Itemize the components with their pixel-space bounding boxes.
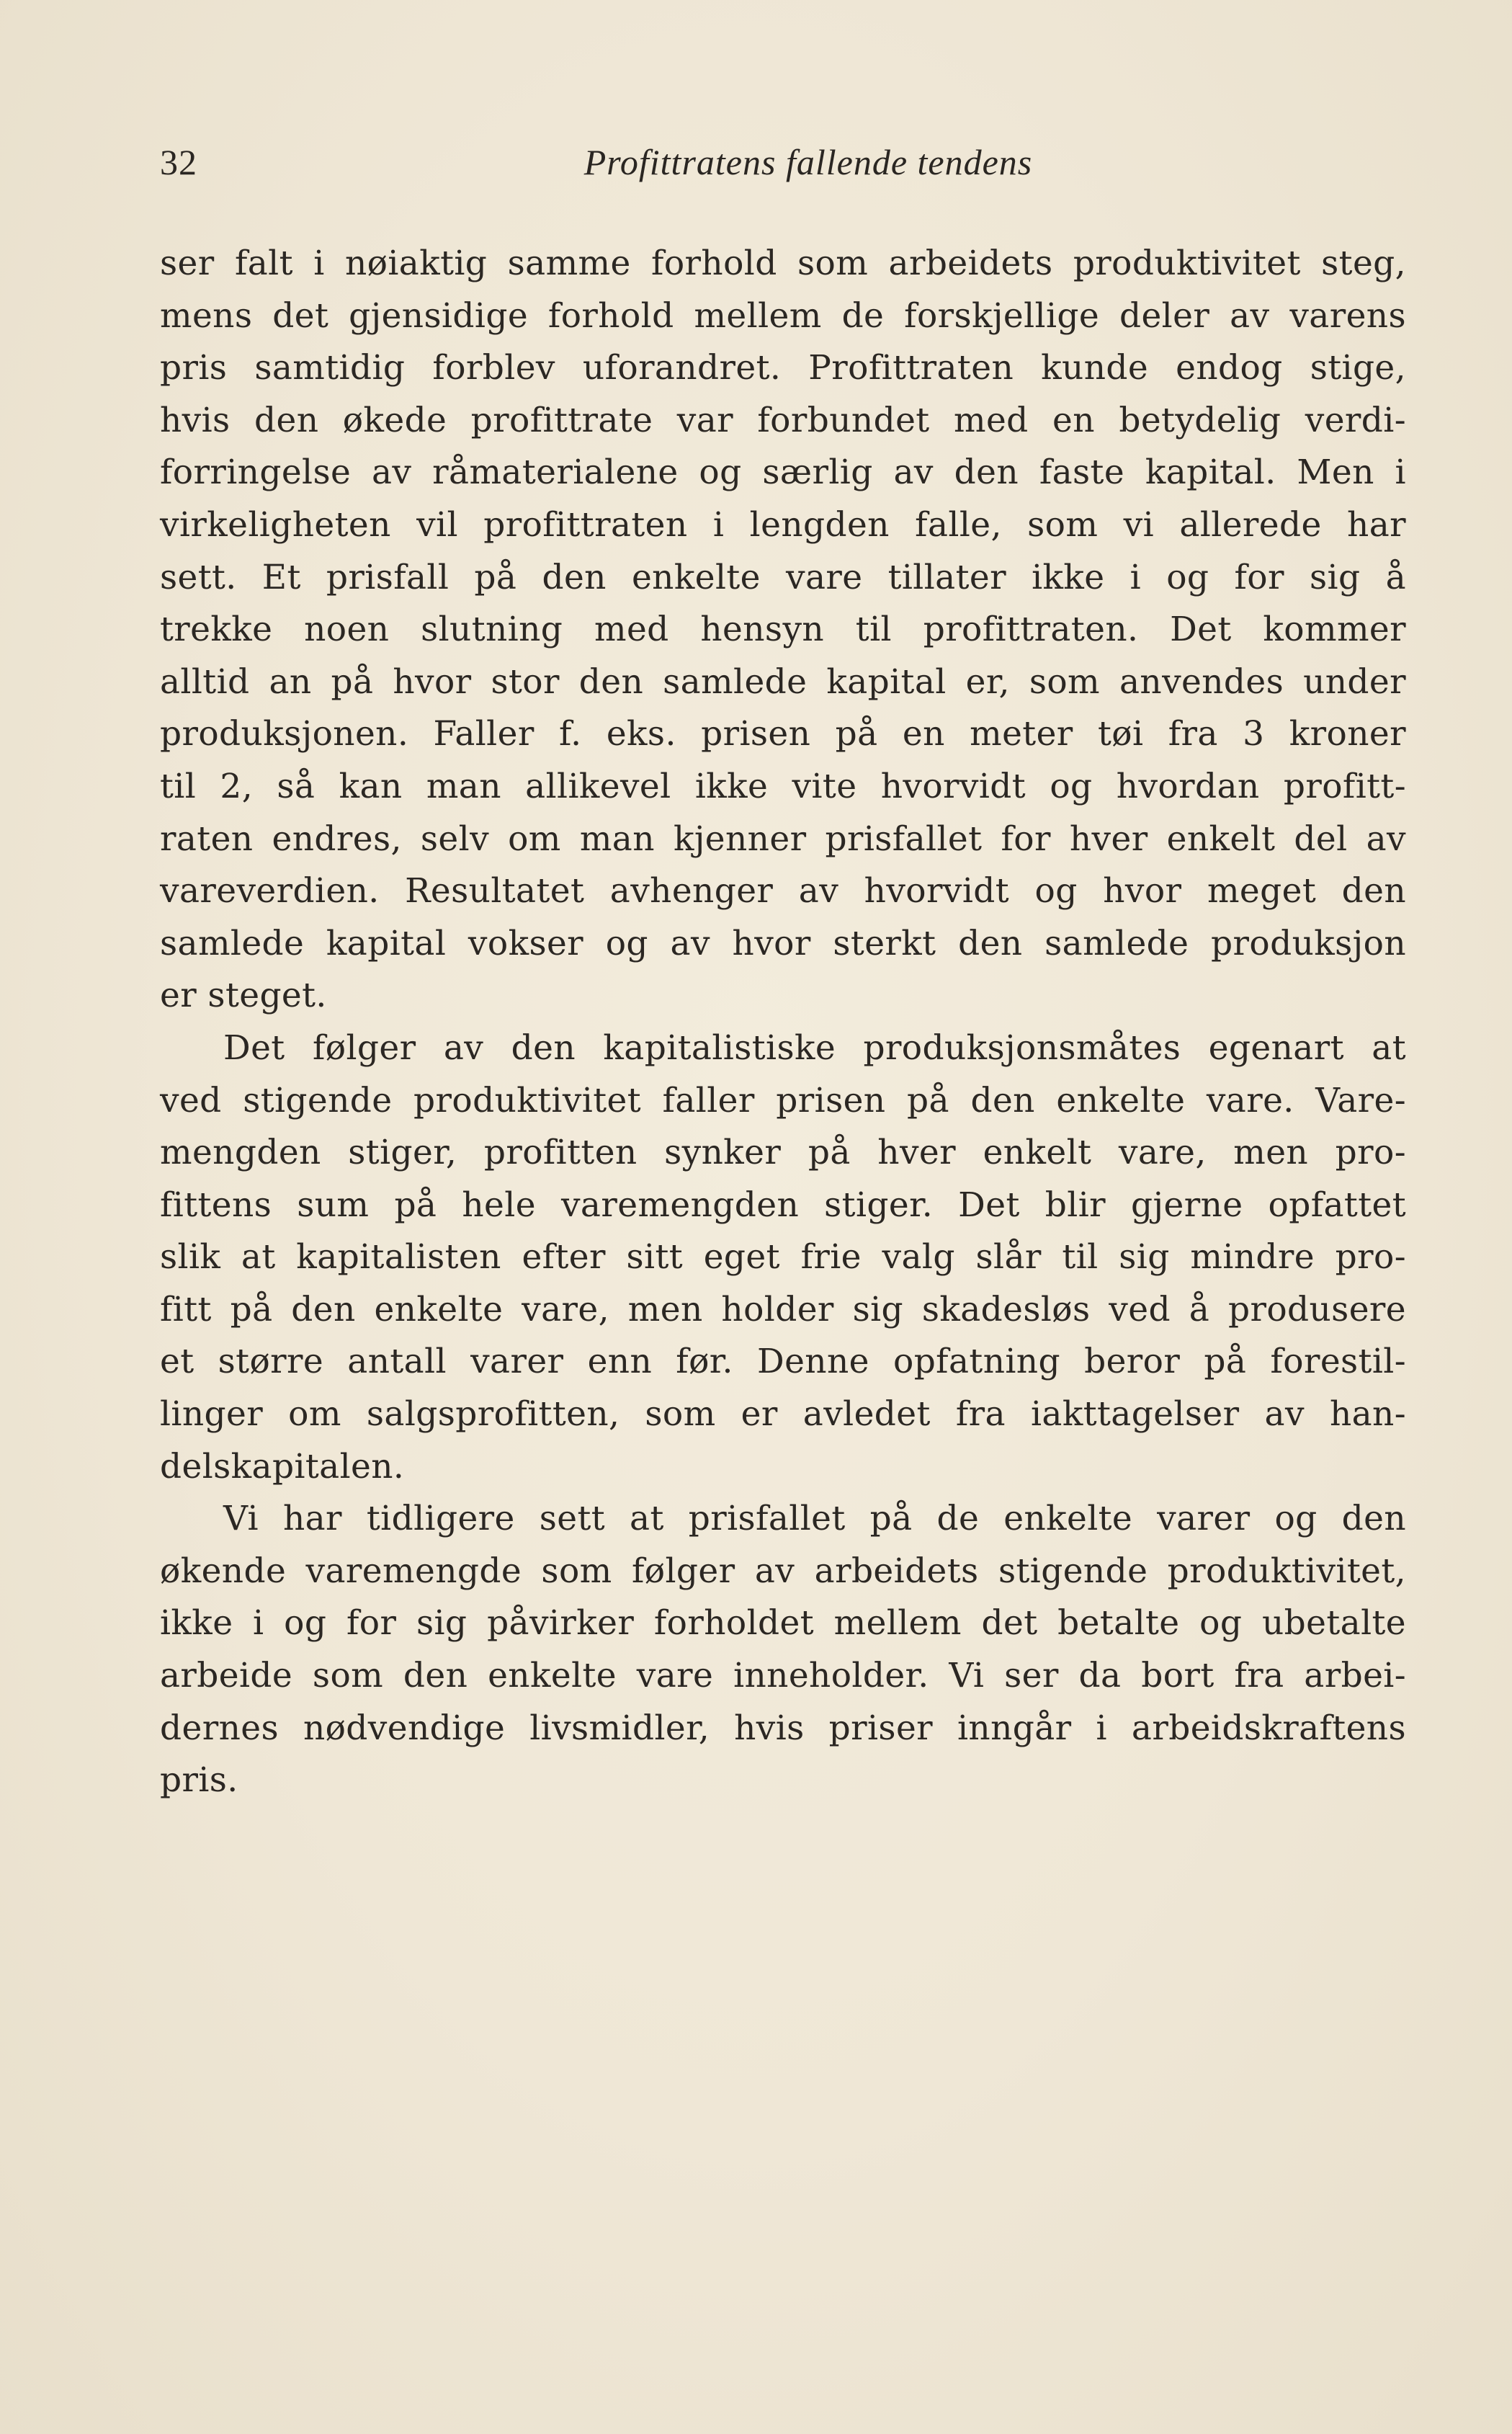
text-line: samlede kapital vokser og av hvor sterkt den samlede produksjon bbox=[160, 923, 1406, 963]
text-line: alltid an på hvor stor den samlede kapital er, som anvendes under bbox=[160, 661, 1406, 702]
text-line: vareverdien. Resultatet avhenger av hvorvidt og hvor meget den bbox=[160, 871, 1406, 911]
text-line: fittens sum på hele varemengden stiger. Det blir gjerne opfattet bbox=[160, 1185, 1406, 1225]
text-line: mengden stiger, profitten synker på hver enkelt vare, men pro- bbox=[160, 1133, 1406, 1173]
text-line: Vi har tidligere sett at prisfallet på de enkelte varer og den bbox=[223, 1499, 1406, 1539]
text-line: raten endres, selv om man kjenner prisfallet for hver enkelt del av bbox=[160, 819, 1406, 859]
text-line: sett. Et prisfall på den enkelte vare tillater ikke i og for sig å bbox=[160, 557, 1406, 597]
text-line: trekke noen slutning med hensyn til profittraten. Det kommer bbox=[160, 610, 1406, 650]
text-line: hvis den økede profittrate var forbundet med en betydelig verdi- bbox=[160, 400, 1406, 440]
text-line: slik at kapitalisten efter sitt eget frie valg slår til sig mindre pro- bbox=[160, 1237, 1406, 1278]
text-line: produksjonen. Faller f. eks. prisen på en meter tøi fra 3 kroner bbox=[160, 714, 1406, 754]
text-line: til 2, så kan man allikevel ikke vite hvorvidt og hvordan profitt- bbox=[160, 766, 1406, 806]
text-line: ikke i og for sig påvirker forholdet mellem det betalte og ubetalte bbox=[160, 1603, 1406, 1644]
text-line: ser falt i nøiaktig samme forhold som arbeidets produktivitet steg, bbox=[160, 244, 1406, 283]
text-line: delskapitalen. bbox=[160, 1446, 405, 1486]
text-line: forringelse av råmaterialene og særlig av den faste kapital. Men i bbox=[160, 453, 1406, 493]
text-line: arbeide som den enkelte vare inneholder. Vi ser da bort fra arbei- bbox=[160, 1656, 1406, 1696]
text-line: Det følger av den kapitalistiske produksjonsmåtes egenart at bbox=[223, 1027, 1406, 1068]
text-line: et større antall varer enn før. Denne opfatning beror på forestil- bbox=[160, 1342, 1406, 1382]
text-line: virkeligheten vil profittraten i lengden falle, som vi allerede har bbox=[160, 504, 1406, 545]
text-line: mens det gjensidige forhold mellem de forskjellige deler av varens bbox=[160, 295, 1406, 336]
text-line: er steget. bbox=[160, 976, 327, 1016]
body-text bbox=[160, 238, 1406, 1807]
text-line: økende varemengde som følger av arbeidets stigende produktivitet, bbox=[160, 1551, 1406, 1591]
text-line: pris. bbox=[160, 1760, 238, 1801]
page-number: 32 bbox=[160, 142, 197, 182]
page-header bbox=[160, 137, 1413, 187]
text-line: dernes nødvendige livsmidler, hvis priser inngår i arbeidskraftens bbox=[160, 1708, 1406, 1748]
text-line: fitt på den enkelte vare, men holder sig skadesløs ved å produsere bbox=[160, 1289, 1406, 1329]
text-line: pris samtidig forblev uforandret. Profittraten kunde endog stige, bbox=[160, 348, 1406, 388]
text-line: linger om salgsprofitten, som er avledet fra iakttagelser av han- bbox=[160, 1394, 1406, 1435]
running-title: Profittratens fallende tendens bbox=[583, 142, 1033, 182]
text-line: ved stigende produktivitet faller prisen på den enkelte vare. Vare- bbox=[160, 1080, 1406, 1120]
